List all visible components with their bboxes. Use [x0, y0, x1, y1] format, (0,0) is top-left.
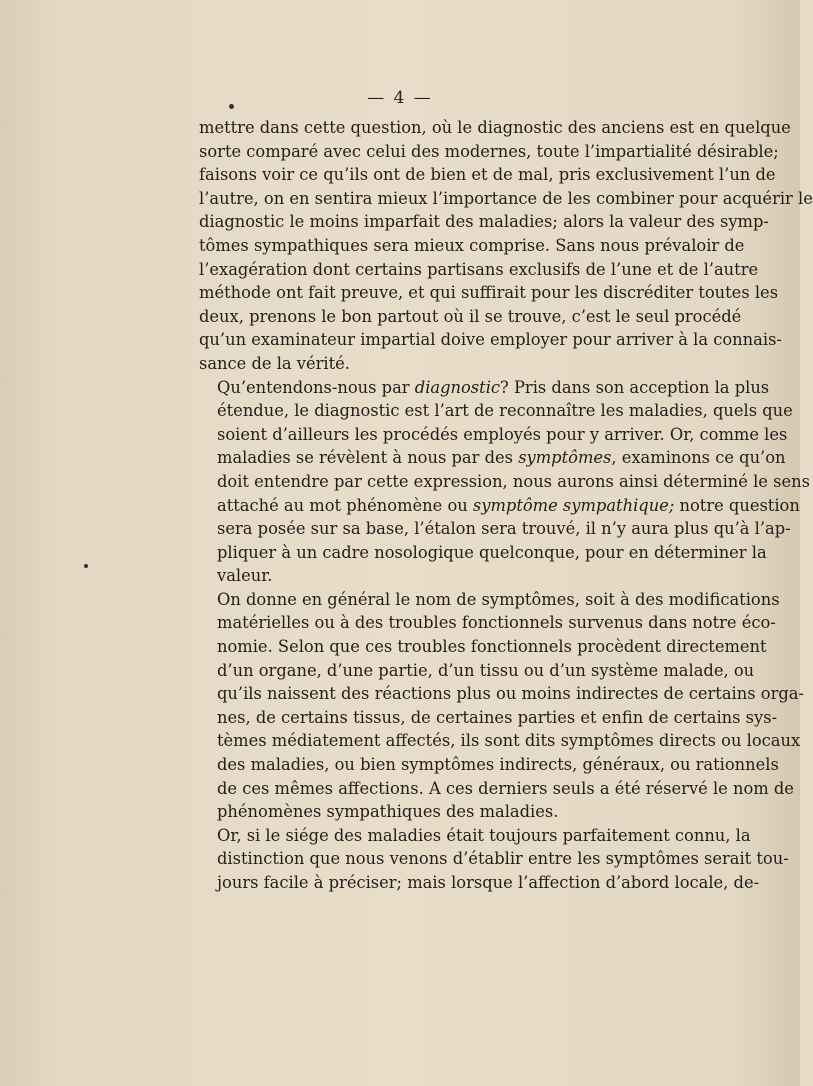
text-line: matérielles ou à des troubles fonctionnels survenus dans notre éco- — [217, 613, 776, 633]
paragraph — [199, 824, 789, 895]
page-number: — 4 — — [367, 88, 433, 108]
text-line: sera posée sur sa base, l’étalon sera trouvé, il n’y aura plus qu’à l’ap- — [217, 519, 791, 539]
text-line: l’exagération dont certains partisans exclusifs de l’une et de l’autre — [199, 259, 759, 279]
text-line: qu’un examinateur impartial doive employer pour arriver à la connais- — [199, 330, 782, 350]
text-line: tèmes médiatement affectés, ils sont dits symptômes directs ou locaux — [217, 731, 801, 751]
text-line: qu’ils naissent des réactions plus ou moins indirectes de certains orga- — [217, 684, 804, 704]
text-line: deux, prenons le bon partout où il se trouve, c’est le seul procédé — [199, 306, 742, 326]
text-segment: maladies se révèlent à nous par des — [217, 448, 519, 468]
text-line: des maladies, ou bien symptômes indirects, généraux, ou rationnels — [217, 755, 779, 775]
text-line: pliquer à un cadre nosologique quelconque, pour en déterminer la — [217, 542, 767, 562]
paragraph — [199, 116, 813, 376]
italic-term: symptôme sympathique; — [472, 495, 675, 515]
paragraph — [199, 588, 804, 824]
text-line: doit entendre par cette expression, nous aurons ainsi déterminé le sens — [217, 471, 810, 491]
text-line: phénomènes sympathiques des maladies. — [217, 802, 559, 822]
text-line: l’autre, on en sentira mieux l’importance de les combiner pour acquérir le — [199, 188, 813, 208]
text-line: jours facile à préciser; mais lorsque l’affection d’abord locale, de- — [217, 873, 760, 892]
text-line: tômes sympathiques sera mieux comprise. Sans nous prévaloir de — [199, 235, 745, 255]
text-line — [199, 446, 786, 470]
paragraph — [199, 376, 810, 588]
ink-speck — [229, 104, 234, 109]
text-line: On donne en général le nom de symptômes, soit à des modifications — [217, 589, 780, 609]
text-line: méthode ont fait preuve, et qui suffirait pour les discréditer toutes les — [199, 283, 779, 303]
text-line: diagnostic le moins imparfait des maladies; alors la valeur des symp- — [199, 212, 769, 232]
ink-speck — [84, 564, 88, 568]
text-line: sorte comparé avec celui des modernes, toute l’impartialité désirable; — [199, 141, 779, 161]
text-segment: ? Pris dans son acception la plus — [500, 377, 770, 397]
text-segment: attaché au mot phénomène ou — [217, 495, 473, 515]
text-line: mettre dans cette question, où le diagnostic des anciens est en quelque — [199, 118, 791, 137]
text-segment: Qu’entendons-nous par — [217, 377, 415, 397]
text-line — [199, 376, 770, 400]
text-line: d’un organe, d’une partie, d’un tissu ou d’un système malade, ou — [217, 660, 755, 680]
text-line: faisons voir ce qu’ils ont de bien et de mal, pris exclusivement l’un de — [199, 165, 776, 185]
italic-term: diagnostic — [414, 377, 501, 397]
text-line: étendue, le diagnostic est l’art de reconnaître les maladies, quels que — [217, 401, 793, 421]
text-segment: notre question — [674, 495, 800, 515]
text-line: de ces mêmes affections. A ces derniers seuls a été réservé le nom de — [217, 778, 794, 798]
text-line: nes, de certains tissus, de certaines parties et enfin de certains sys- — [217, 707, 778, 727]
text-line: sance de la vérité. — [199, 353, 350, 373]
text-line: Or, si le siége des maladies était toujours parfaitement connu, la — [217, 825, 751, 845]
text-line — [199, 494, 800, 518]
italic-term: symptômes — [518, 448, 612, 468]
text-line: distinction que nous venons d’établir entre les symptômes serait tou- — [217, 849, 789, 869]
text-segment: , examinons ce qu’on — [611, 448, 786, 468]
body-text — [199, 116, 813, 895]
text-line: nomie. Selon que ces troubles fonctionnels procèdent directement — [217, 637, 767, 657]
text-line: valeur. — [217, 566, 273, 586]
text-line: soient d’ailleurs les procédés employés pour y arriver. Or, comme les — [217, 424, 788, 444]
